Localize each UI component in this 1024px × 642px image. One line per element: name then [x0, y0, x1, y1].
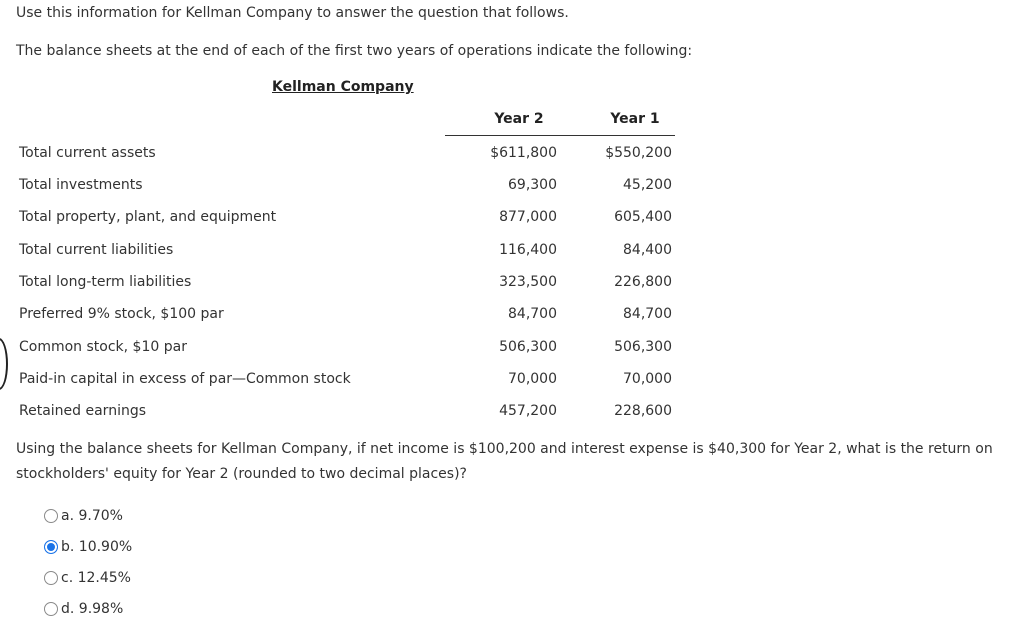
table-row — [0, 209, 700, 241]
table-row — [0, 242, 700, 274]
table-row — [0, 339, 700, 371]
row-value-year2: 323,500 — [499, 274, 557, 290]
row-label: Total investments — [19, 177, 143, 193]
column-header-year1: Year 1 — [610, 111, 660, 127]
option-label[interactable]: d. 9.98% — [61, 600, 124, 617]
row-label: Common stock, $10 par — [19, 339, 187, 355]
row-value-year2: 84,700 — [508, 306, 557, 322]
row-value-year2: 69,300 — [508, 177, 557, 193]
row-value-year1: 84,400 — [623, 242, 672, 258]
row-label: Paid-in capital in excess of par—Common stock — [19, 371, 351, 387]
row-value-year1: 605,400 — [614, 209, 672, 225]
table-row — [0, 306, 700, 338]
option-label[interactable]: c. 12.45% — [61, 569, 131, 586]
radio-button-selected[interactable] — [44, 540, 58, 554]
row-value-year2: 877,000 — [499, 209, 557, 225]
header-rule — [445, 135, 675, 136]
row-value-year1: 70,000 — [623, 371, 672, 387]
option-b[interactable] — [44, 531, 132, 562]
subintro-text: The balance sheets at the end of each of the first two years of operations indicate the following: — [16, 43, 693, 59]
row-label: Total long-term liabilities — [19, 274, 192, 290]
row-value-year1: $550,200 — [605, 145, 672, 161]
row-label: Preferred 9% stock, $100 par — [19, 306, 224, 322]
option-label[interactable]: a. 9.70% — [61, 507, 123, 524]
row-value-year2: 457,200 — [499, 403, 557, 419]
row-label: Total property, plant, and equipment — [19, 209, 277, 225]
row-value-year2: 70,000 — [508, 371, 557, 387]
radio-button[interactable] — [44, 509, 58, 523]
option-a[interactable] — [44, 500, 132, 531]
row-label: Total current liabilities — [19, 242, 174, 258]
answer-options — [44, 500, 132, 624]
row-label: Total current assets — [19, 145, 156, 161]
row-value-year2: 116,400 — [499, 242, 557, 258]
row-value-year1: 45,200 — [623, 177, 672, 193]
table-row — [0, 274, 700, 306]
row-value-year1: 228,600 — [614, 403, 672, 419]
intro-text: Use this information for Kellman Company to answer the question that follows. — [16, 5, 569, 21]
row-value-year2: $611,800 — [490, 145, 557, 161]
radio-button[interactable] — [44, 571, 58, 585]
table-row — [0, 177, 700, 209]
table-row — [0, 371, 700, 403]
question-text: Using the balance sheets for Kellman Company, if net income is $100,200 and interest expense is $40,300 for Year 2, what is the return on stockholders' equity for Year 2 (rounded to two decimal places)? — [16, 441, 993, 482]
radio-button[interactable] — [44, 602, 58, 616]
row-value-year1: 84,700 — [623, 306, 672, 322]
row-value-year2: 506,300 — [499, 339, 557, 355]
column-header-year2: Year 2 — [494, 111, 544, 127]
option-c[interactable] — [44, 562, 132, 593]
row-value-year1: 506,300 — [614, 339, 672, 355]
table-row — [0, 145, 700, 177]
row-label: Retained earnings — [19, 403, 147, 419]
company-title: Kellman Company — [272, 79, 414, 95]
option-label[interactable]: b. 10.90% — [61, 538, 133, 555]
option-d[interactable] — [44, 593, 132, 624]
row-value-year1: 226,800 — [614, 274, 672, 290]
table-row — [0, 403, 700, 435]
